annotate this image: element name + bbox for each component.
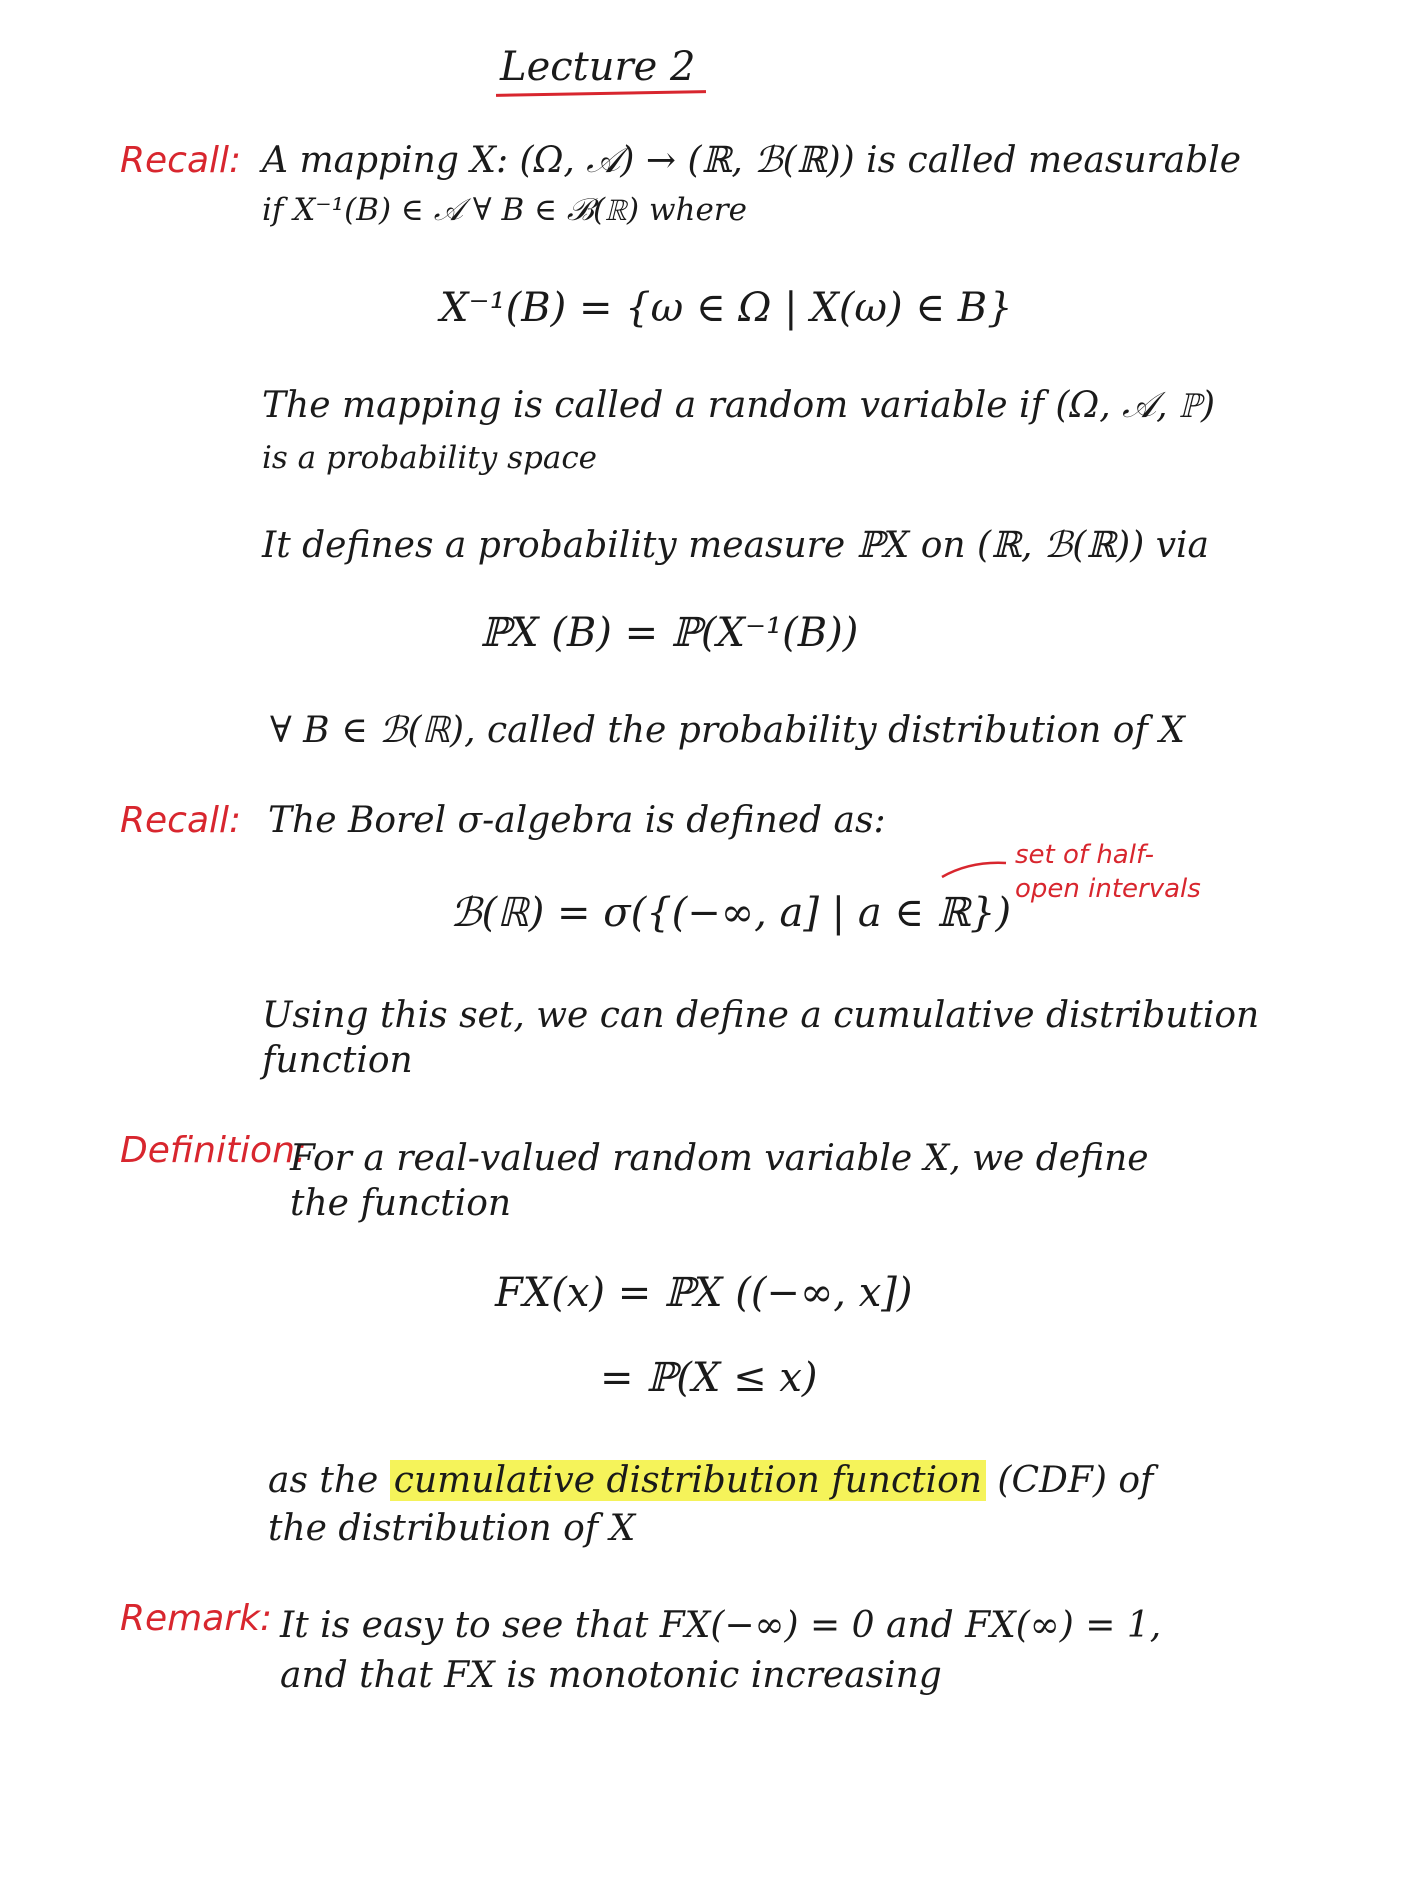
push-forward-formula: ℙX (B) = ℙ(X⁻¹(B)) [480, 610, 859, 656]
recall1-line2: if X⁻¹(B) ∈ 𝒜 ∀ B ∈ ℬ(ℝ) where [262, 192, 747, 228]
page-title: Lecture 2 [500, 44, 696, 90]
remark-line2: and that FX is monotonic increasing [280, 1655, 942, 1696]
random-variable-line1: The mapping is called a random variable if (Ω, 𝒜, ℙ) [262, 385, 1216, 426]
cdf-name-prefix: as the [268, 1460, 379, 1501]
highlighted-term: cumulative distribution function [390, 1460, 986, 1501]
cdf-formula-line2: = ℙ(X ≤ x) [600, 1355, 818, 1401]
cdf-intro-line1: Using this set, we can define a cumulative distribution [262, 995, 1260, 1036]
recall1-line1: A mapping X: (Ω, 𝒜) → (ℝ, ℬ(ℝ)) is called measurable [262, 140, 1242, 181]
definition-label: Definition: [120, 1130, 308, 1171]
distribution-line: ∀ B ∈ ℬ(ℝ), called the probability distribution of X [270, 710, 1185, 751]
title-underline [496, 90, 706, 97]
cdf-name-line1 [268, 1460, 1153, 1501]
probability-measure-line: It defines a probability measure ℙX on (ℝ, ℬ(ℝ)) via [262, 525, 1210, 566]
annotation-line1: set of half- [1015, 840, 1155, 870]
definition-line2: the function [290, 1183, 512, 1224]
annotation-line2: open intervals [1015, 874, 1201, 904]
cdf-name-line2: the distribution of X [268, 1508, 636, 1549]
borel-definition-line: The Borel σ-algebra is defined as: [268, 800, 886, 841]
recall-label-2: Recall: [120, 800, 242, 841]
annotation-line [940, 855, 1010, 885]
cdf-formula-line1: FX(x) = ℙX ((−∞, x]) [495, 1270, 913, 1316]
borel-formula: ℬ(ℝ) = σ({(−∞, a] | a ∈ ℝ}) [450, 890, 1012, 936]
definition-line1: For a real-valued random variable X, we define [290, 1138, 1149, 1179]
random-variable-line2: is a probability space [262, 440, 598, 476]
cdf-intro-line2: function [262, 1040, 413, 1081]
preimage-formula: X⁻¹(B) = {ω ∈ Ω | X(ω) ∈ B} [440, 285, 1013, 331]
cdf-name-suffix: (CDF) of [997, 1460, 1154, 1501]
recall-label-1: Recall: [120, 140, 242, 181]
remark-label: Remark: [120, 1598, 273, 1639]
remark-line1: It is easy to see that FX(−∞) = 0 and FX(∞) = 1, [280, 1605, 1162, 1646]
